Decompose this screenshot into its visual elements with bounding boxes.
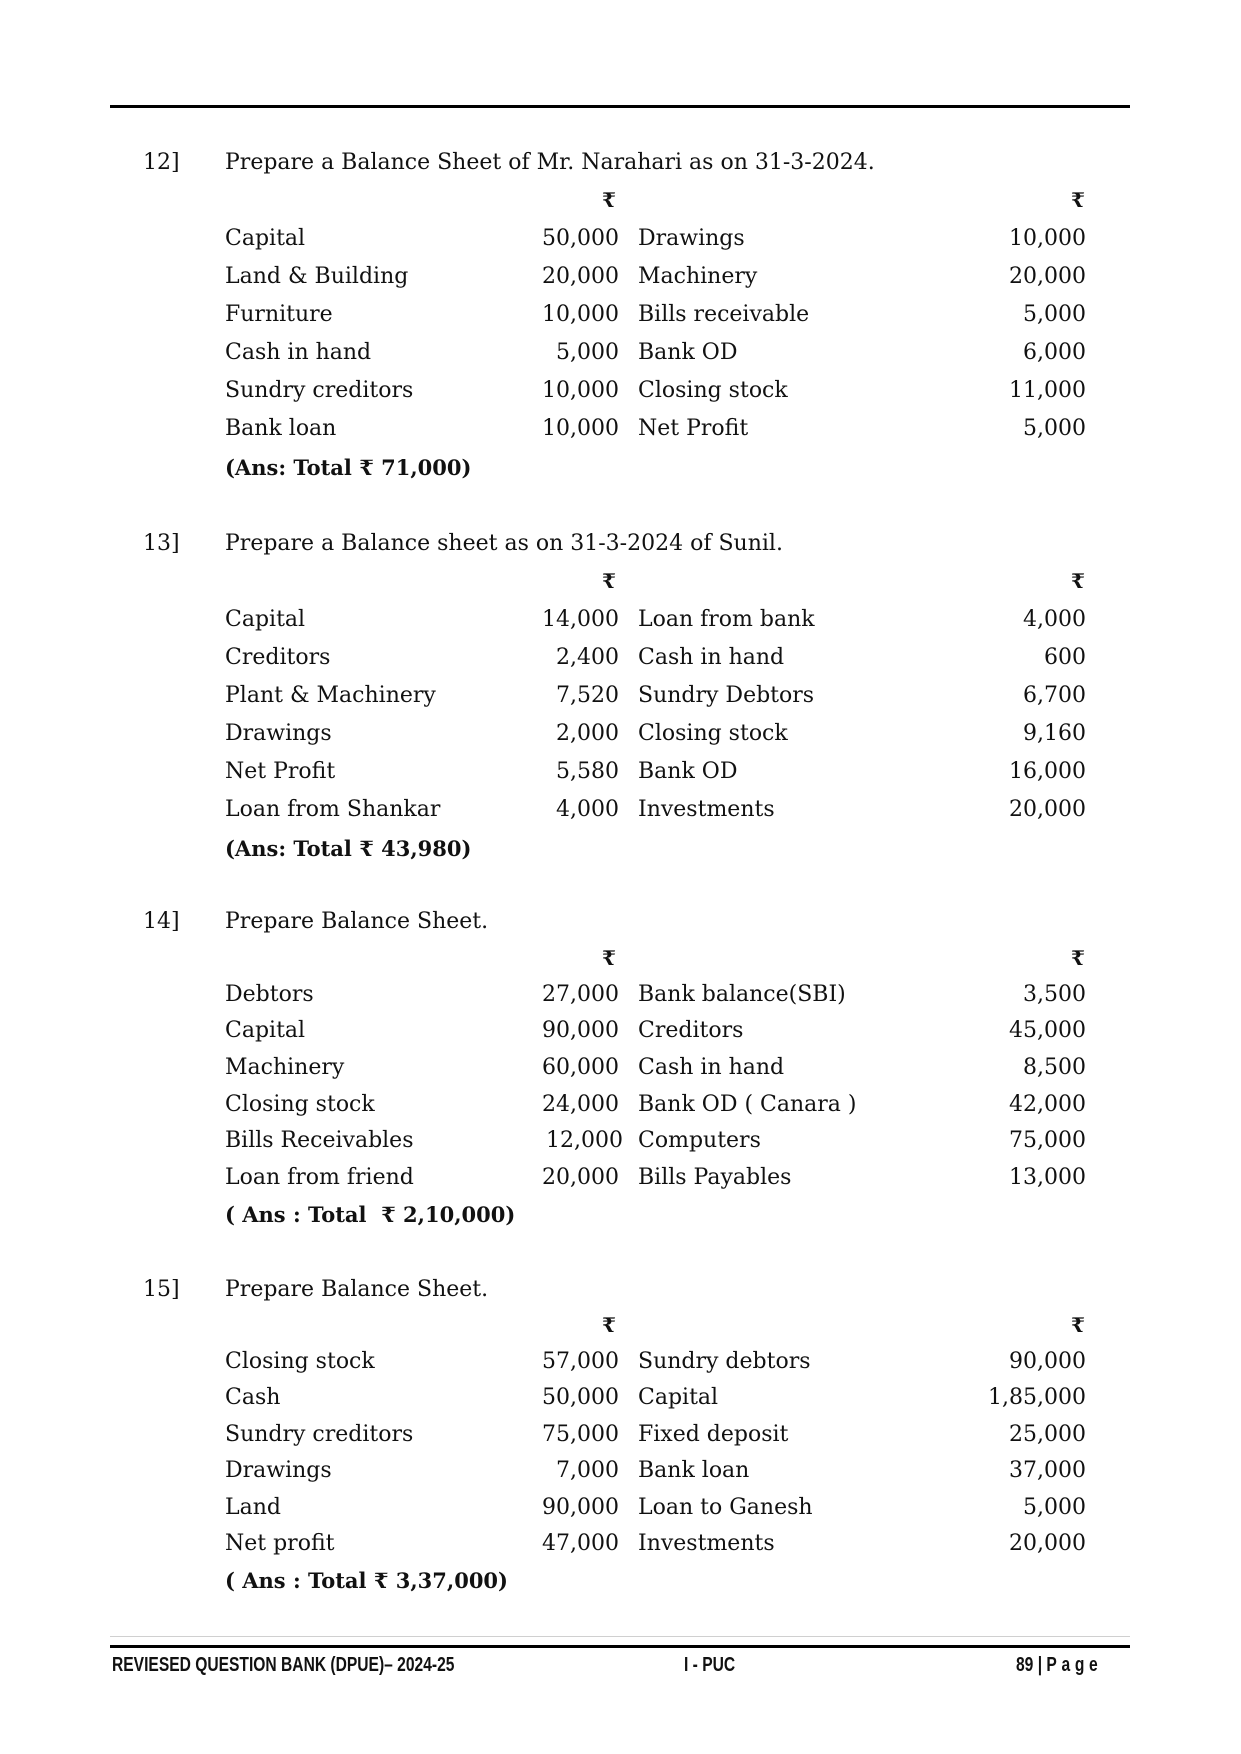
table-row: [0, 759, 1241, 793]
right-label: Cash in hand: [638, 1055, 785, 1080]
right-label: Loan to Ganesh: [638, 1495, 813, 1520]
left-label: Loan from friend: [225, 1165, 414, 1190]
right-label: Bills Payables: [638, 1165, 792, 1190]
table-row: [0, 1018, 1241, 1052]
table-row: [0, 1128, 1241, 1162]
right-label: Investments: [638, 1531, 775, 1556]
page-number: 89: [1016, 1654, 1034, 1676]
left-value: 7,000: [556, 1458, 619, 1483]
right-label: Bank balance(SBI): [638, 982, 846, 1007]
table-row: [0, 264, 1241, 298]
footer-class-label: I - PUC: [684, 1654, 736, 1676]
table-row: [0, 1458, 1241, 1492]
right-label: Bank OD: [638, 759, 738, 784]
right-label: Drawings: [638, 226, 745, 251]
right-label: Sundry Debtors: [638, 683, 815, 708]
table-row: [0, 1055, 1241, 1089]
left-value: 90,000: [542, 1495, 619, 1520]
left-label: Drawings: [225, 721, 332, 746]
left-value: 27,000: [542, 982, 619, 1007]
right-label: Bank loan: [638, 1458, 750, 1483]
left-label: Capital: [225, 607, 306, 632]
right-value: 5,000: [1023, 416, 1086, 441]
question-number: 13]: [143, 531, 180, 556]
page-separator: |: [1037, 1654, 1043, 1676]
left-value: 50,000: [542, 1385, 619, 1410]
footer-document-title: REVIESED QUESTION BANK (DPUE)– 2024-25: [112, 1654, 455, 1676]
left-value: 57,000: [542, 1349, 619, 1374]
left-label: Net profit: [225, 1531, 335, 1556]
rupee-header-right: ₹: [1071, 188, 1085, 212]
right-value: 4,000: [1023, 607, 1086, 632]
left-value: 60,000: [542, 1055, 619, 1080]
footer-thin-rule: [110, 1636, 1130, 1637]
right-label: Bills receivable: [638, 302, 810, 327]
left-value: 47,000: [542, 1531, 619, 1556]
right-value: 8,500: [1023, 1055, 1086, 1080]
question-title: Prepare a Balance sheet as on 31-3-2024 of Sunil.: [225, 531, 783, 556]
right-value: 3,500: [1023, 982, 1086, 1007]
right-value: 6,700: [1023, 683, 1086, 708]
right-value: 20,000: [1009, 264, 1086, 289]
left-label: Land: [225, 1495, 281, 1520]
left-label: Drawings: [225, 1458, 332, 1483]
left-label: Bank loan: [225, 416, 337, 441]
right-value: 5,000: [1023, 302, 1086, 327]
left-label: Land & Building: [225, 264, 409, 289]
table-row: [0, 1385, 1241, 1419]
left-value: 4,000: [556, 797, 619, 822]
left-label: Plant & Machinery: [225, 683, 436, 708]
right-value: 11,000: [1009, 378, 1086, 403]
table-row: [0, 607, 1241, 641]
answer-total: (Ans: Total ₹ 71,000): [225, 455, 472, 480]
answer-total: (Ans: Total ₹ 43,980): [225, 836, 472, 861]
table-row: [0, 1349, 1241, 1383]
left-label: Closing stock: [225, 1349, 375, 1374]
table-row: [0, 1495, 1241, 1529]
right-label: Investments: [638, 797, 775, 822]
right-value: 16,000: [1009, 759, 1086, 784]
right-value: 10,000: [1009, 226, 1086, 251]
left-label: Debtors: [225, 982, 314, 1007]
right-label: Closing stock: [638, 378, 788, 403]
rupee-header-right: ₹: [1071, 946, 1085, 970]
footer-rule: [110, 1645, 1130, 1648]
right-label: Bank OD: [638, 340, 738, 365]
left-value: 12,000: [546, 1128, 623, 1153]
right-value: 600: [1044, 645, 1086, 670]
right-value: 1,85,000: [988, 1385, 1086, 1410]
left-label: Cash in hand: [225, 340, 372, 365]
right-label: Bank OD ( Canara ): [638, 1092, 857, 1117]
table-row: [0, 340, 1241, 374]
left-value: 5,580: [556, 759, 619, 784]
left-value: 75,000: [542, 1422, 619, 1447]
question-number: 15]: [143, 1277, 180, 1302]
right-value: 42,000: [1009, 1092, 1086, 1117]
left-value: 20,000: [542, 1165, 619, 1190]
right-value: 75,000: [1009, 1128, 1086, 1153]
right-label: Closing stock: [638, 721, 788, 746]
right-value: 37,000: [1009, 1458, 1086, 1483]
table-row: [0, 226, 1241, 260]
table-row: [0, 1092, 1241, 1126]
page-word: Page: [1046, 1654, 1103, 1676]
left-value: 50,000: [542, 226, 619, 251]
table-row: [0, 797, 1241, 831]
left-value: 2,400: [556, 645, 619, 670]
question-number: 14]: [143, 909, 180, 934]
left-label: Loan from Shankar: [225, 797, 441, 822]
question-title: Prepare Balance Sheet.: [225, 909, 489, 934]
left-label: Capital: [225, 226, 306, 251]
right-label: Sundry debtors: [638, 1349, 811, 1374]
right-value: 5,000: [1023, 1495, 1086, 1520]
table-row: [0, 1531, 1241, 1565]
right-value: 20,000: [1009, 1531, 1086, 1556]
left-label: Creditors: [225, 645, 331, 670]
table-row: [0, 645, 1241, 679]
left-label: Sundry creditors: [225, 1422, 414, 1447]
table-row: [0, 1422, 1241, 1456]
rupee-header-left: ₹: [602, 569, 616, 593]
right-label: Cash in hand: [638, 645, 785, 670]
left-value: 10,000: [542, 416, 619, 441]
left-value: 2,000: [556, 721, 619, 746]
right-label: Machinery: [638, 264, 758, 289]
rupee-header-left: ₹: [602, 946, 616, 970]
table-row: [0, 982, 1241, 1016]
right-label: Computers: [638, 1128, 761, 1153]
right-label: Creditors: [638, 1018, 744, 1043]
rupee-header-right: ₹: [1071, 1313, 1085, 1337]
table-row: [0, 721, 1241, 755]
right-value: 20,000: [1009, 797, 1086, 822]
right-label: Capital: [638, 1385, 719, 1410]
question-title: Prepare a Balance Sheet of Mr. Narahari as on 31-3-2024.: [225, 150, 875, 175]
rupee-header-left: ₹: [602, 1313, 616, 1337]
left-value: 90,000: [542, 1018, 619, 1043]
right-label: Fixed deposit: [638, 1422, 789, 1447]
answer-total: ( Ans : Total ₹ 3,37,000): [225, 1568, 508, 1593]
table-row: [0, 1165, 1241, 1199]
header-rule: [110, 105, 1130, 108]
rupee-header-left: ₹: [602, 188, 616, 212]
question-title: Prepare Balance Sheet.: [225, 1277, 489, 1302]
left-value: 5,000: [556, 340, 619, 365]
right-label: Net Profit: [638, 416, 749, 441]
question-number: 12]: [143, 150, 180, 175]
rupee-header-right: ₹: [1071, 569, 1085, 593]
left-label: Machinery: [225, 1055, 345, 1080]
footer-page-indicator: [1016, 1654, 1102, 1677]
table-row: [0, 683, 1241, 717]
left-label: Closing stock: [225, 1092, 375, 1117]
table-row: [0, 302, 1241, 336]
left-label: Furniture: [225, 302, 333, 327]
left-label: Cash: [225, 1385, 281, 1410]
left-value: 14,000: [542, 607, 619, 632]
answer-total: ( Ans : Total ₹ 2,10,000): [225, 1202, 516, 1227]
left-value: 7,520: [556, 683, 619, 708]
right-value: 25,000: [1009, 1422, 1086, 1447]
right-value: 13,000: [1009, 1165, 1086, 1190]
right-value: 9,160: [1023, 721, 1086, 746]
left-label: Net Profit: [225, 759, 336, 784]
right-value: 45,000: [1009, 1018, 1086, 1043]
left-value: 24,000: [542, 1092, 619, 1117]
left-label: Capital: [225, 1018, 306, 1043]
table-row: [0, 378, 1241, 412]
right-value: 6,000: [1023, 340, 1086, 365]
left-value: 10,000: [542, 378, 619, 403]
left-label: Sundry creditors: [225, 378, 414, 403]
left-label: Bills Receivables: [225, 1128, 414, 1153]
left-value: 20,000: [542, 264, 619, 289]
right-value: 90,000: [1009, 1349, 1086, 1374]
left-value: 10,000: [542, 302, 619, 327]
right-label: Loan from bank: [638, 607, 815, 632]
table-row: [0, 416, 1241, 450]
